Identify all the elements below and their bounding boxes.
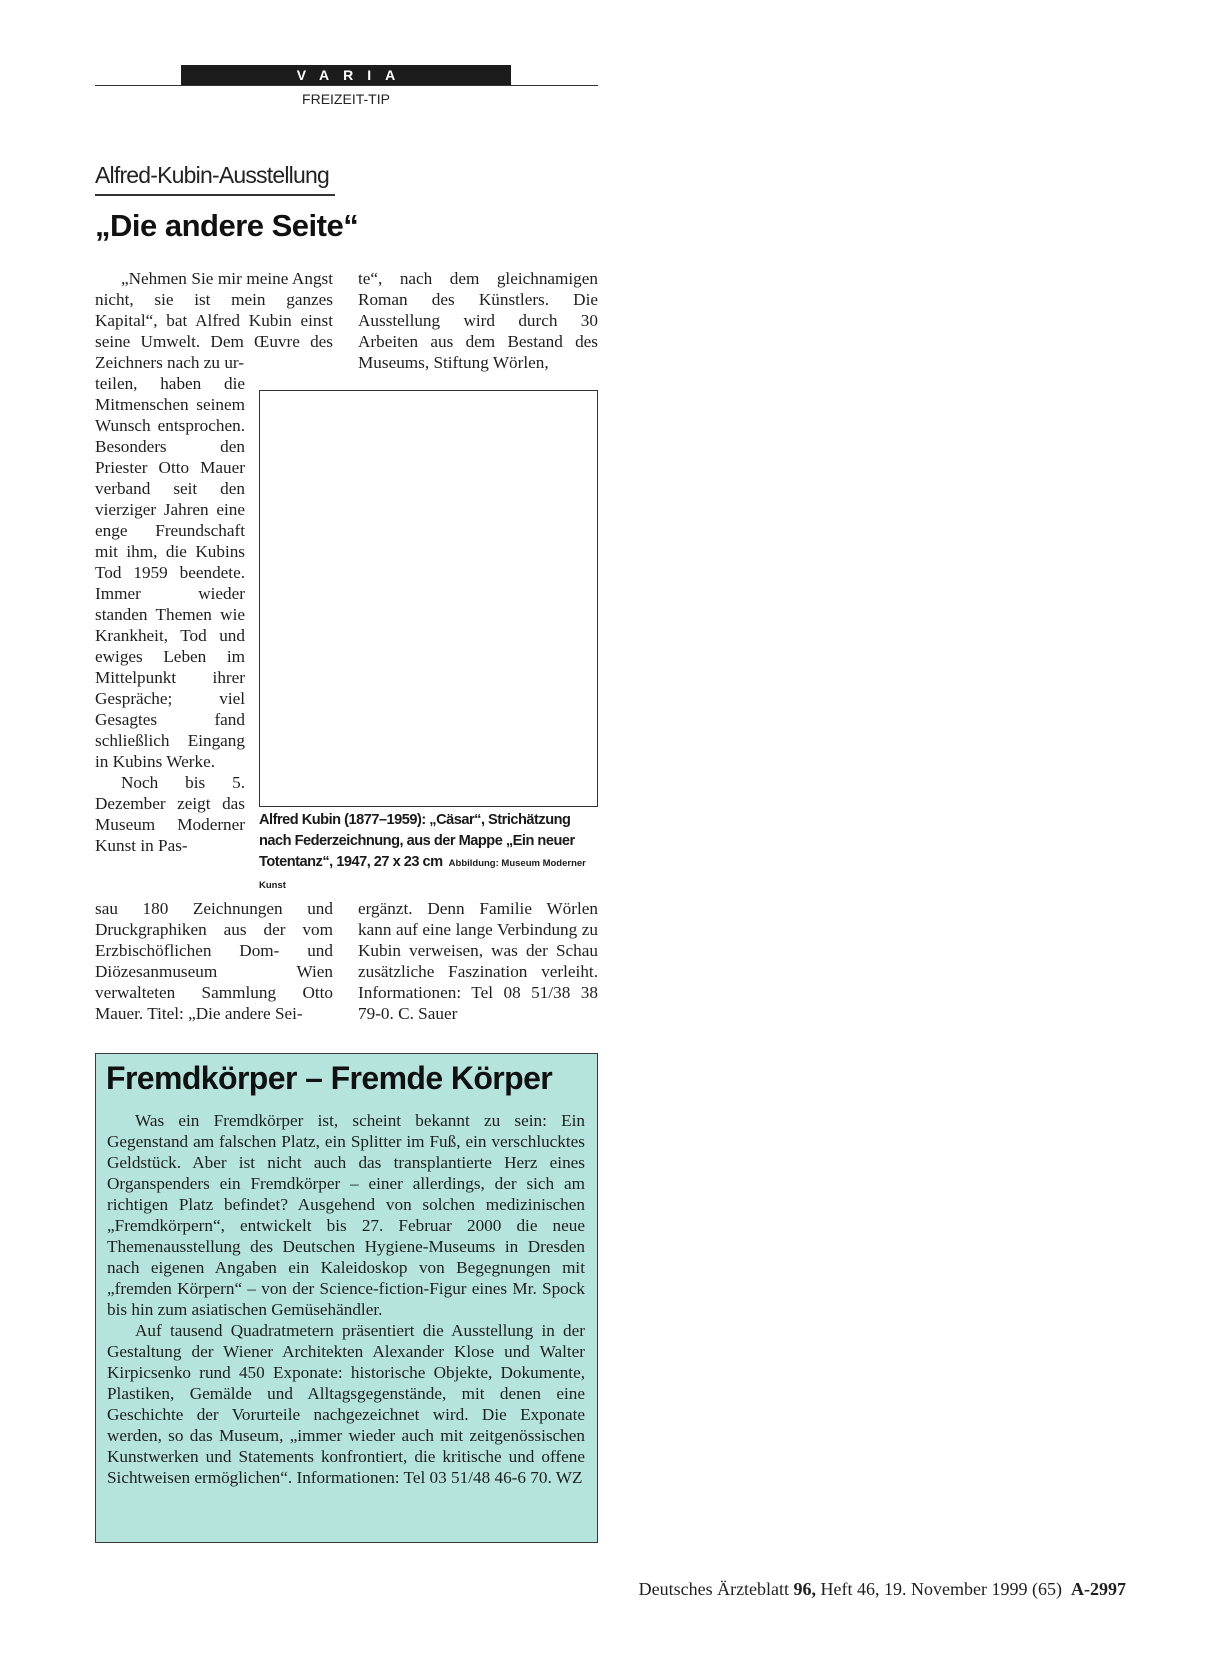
- article-paragraph: „Nehmen Sie mir meine Angst nicht, sie ist mein ganzes Kapital“, bat Alfred Kubin einst seine Umwelt. Dem Œuvre des Zeichners nach zu ur-: [95, 269, 333, 372]
- header-rule: [95, 85, 598, 86]
- info-box-paragraph: Was ein Fremdkörper ist, scheint bekannt zu sein: Ein Gegenstand am falschen Platz, ein Splitter im Fuß, ein verschlucktes Geldstück. Aber ist nicht auch das transplantierte Herz eines Organspenders ein Fremdkörper – einer allerdings, der sich am richtigen Platz befindet? Ausgehend von solchen medizinischen „Fremdkörpern“, entwickelt bis 27. Februar 2000 die neue Themenausstellung des Deutschen Hygiene-Museums in Dresden nach eigenen Angaben ein Kaleidoskop von Begegnungen mit „fremden Körpern“ – von der Science-fiction-Figur eines Mr. Spock bis hin zum asiatischen Gemüsehändler.: [107, 1111, 585, 1319]
- article-kicker: Alfred-Kubin-Ausstellung: [95, 162, 329, 188]
- article-col1-bottom: [95, 898, 333, 1024]
- kicker-underline: [95, 194, 335, 196]
- section-sublabel: FREIZEIT-TIP: [302, 91, 390, 107]
- section-label: VARIA: [181, 65, 511, 85]
- footer-issue-date: Heft 46, 19. November 1999 (65): [820, 1579, 1062, 1599]
- article-headline: „Die andere Seite“: [95, 208, 359, 243]
- article-col1-narrow: [95, 373, 245, 856]
- figure-caption: [259, 810, 598, 896]
- artwork-image: [259, 390, 598, 807]
- article-paragraph: teilen, haben die Mitmenschen seinem Wunsch entsprochen. Besonders den Priester Otto Mauer verband seit den vierziger Jahren eine enge Freundschaft mit ihm, die Kubins Tod 1959 beendete. Immer wieder standen Themen wie Krankheit, Tod und ewiges Leben im Mittelpunkt ihrer Gespräche; viel Gesagtes fand schließlich Eingang in Kubins Werke.: [95, 374, 245, 771]
- caption-text: Alfred Kubin (1877–1959): „Cäsar“, Strichätzung nach Federzeichnung, aus der Mappe „Ein neuer Totentanz“, 1947, 27 x 23 cm: [259, 812, 575, 870]
- caption-credit: Abbildung: Museum Moderner Kunst: [259, 858, 586, 891]
- footer-volume: 96,: [793, 1579, 817, 1599]
- article-col2-bottom: [358, 898, 598, 1024]
- page-footer: [639, 1579, 1126, 1600]
- article-paragraph: te“, nach dem gleichnamigen Roman des Künstlers. Die Ausstellung wird durch 30 Arbeiten aus dem Bestand des Museums, Stiftung Wörlen,: [358, 269, 598, 372]
- article-col2-top: [358, 268, 598, 373]
- article-col1-top: [95, 268, 333, 373]
- article-paragraph: sau 180 Zeichnungen und Druckgraphiken aus der vom Erzbischöflichen Dom- und Diözesanmuseum Wien verwalteten Sammlung Otto Mauer. Titel: „Die andere Sei-: [95, 899, 333, 1023]
- footer-journal: Deutsches Ärzteblatt: [638, 1579, 790, 1599]
- info-box-paragraph: Auf tausend Quadratmetern präsentiert die Ausstellung in der Gestaltung der Wiener Architekten Alexander Klose und Walter Kirpicsenko rund 450 Exponate: historische Objekte, Dokumente, Plastiken, Gemälde und Alltagsgegenstände, mit denen eine Geschichte der Vorurteile nachgezeichnet wird. Die Exponate werden, so das Museum, „immer wieder auch mit zeitgenössischen Kunstwerken und Statements konfrontiert, die kritische und offene Sichtweisen ermöglichen“. Informationen: Tel 03 51/48 46-6 70. WZ: [107, 1321, 585, 1487]
- article-paragraph: Noch bis 5. Dezember zeigt das Museum Moderner Kunst in Pas-: [95, 773, 245, 855]
- article-paragraph: ergänzt. Denn Familie Wörlen kann auf eine lange Verbindung zu Kubin verweisen, was der Schau zusätzliche Faszination verleiht. Informationen: Tel 08 51/38 38 79-0. C. Sauer: [358, 899, 598, 1023]
- info-box-body: [107, 1110, 585, 1488]
- info-box-title: Fremdkörper – Fremde Körper: [106, 1060, 553, 1096]
- footer-page-number: A-2997: [1071, 1579, 1126, 1599]
